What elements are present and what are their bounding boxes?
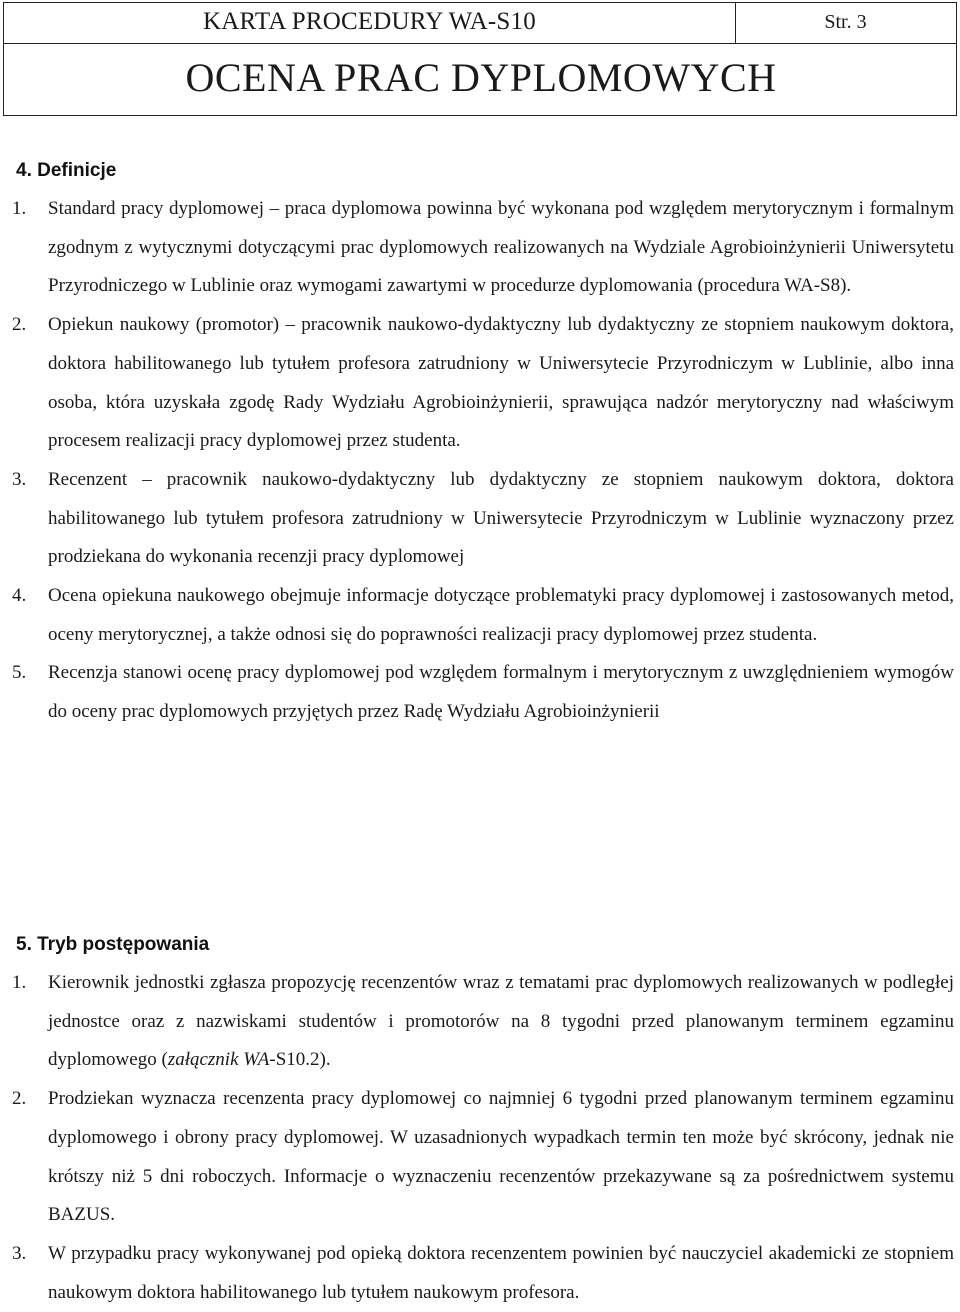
item-number: 4. <box>12 585 27 607</box>
header-divider-horizontal <box>4 43 956 44</box>
definitions-list <box>12 190 954 732</box>
attachment-reference: załącznik WA <box>167 1049 270 1071</box>
list-item <box>12 1235 954 1312</box>
item-number: 1. <box>12 972 27 993</box>
list-item <box>12 461 954 577</box>
section-heading-procedure: 5. Tryb postępowania <box>16 934 210 955</box>
list-item <box>12 1080 954 1235</box>
list-item <box>12 654 954 731</box>
item-number: 2. <box>12 314 27 336</box>
item-number: 1. <box>12 198 27 219</box>
list-item <box>12 190 954 306</box>
item-text: Opiekun naukowy (promotor) – pracownik naukowo-dydaktyczny lub dydaktyczny ze stopniem naukowym doktora, doktora habilitowanego lub tytułem profesora zatrudniony w Uniwersytecie Przyrodniczym w Lublinie, albo inna osoba, która uzyskała zgodę Rady Wydziału Agrobioinżynierii, sprawująca nadzór merytoryczny nad właściwym procesem realizacji pracy dyplomowej przez studenta. <box>48 314 954 452</box>
card-title: KARTA PROCEDURY WA-S10 <box>203 8 536 35</box>
item-number: 5. <box>12 662 27 684</box>
item-text: W przypadku pracy wykonywanej pod opieką doktora recenzentem powinien być nauczyciel akademicki ze stopniem naukowym doktora habilitowanego lub tytułem naukowym profesora. <box>48 1242 954 1303</box>
item-text: Prodziekan wyznacza recenzenta pracy dyplomowej co najmniej 6 tygodni przed planowanym terminem egzaminu dyplomowego i obrony pracy dyplomowej. W uzasadnionych wypadkach termin ten może być skrócony, jednak nie krótszy niż 5 dni roboczych. Informacje o wyznaczeniu recenzentów przekazywane są za pośrednictwem systemu BAZUS. <box>48 1088 954 1226</box>
list-item <box>12 306 954 461</box>
item-text: Recenzent – pracownik naukowo-dydaktyczny lub dydaktyczny ze stopniem naukowym doktora, doktora habilitowanego lub tytułem profesora zatrudniony w Uniwersytecie Przyrodniczym w Lublinie wyznaczony przez prodziekana do wykonania recenzji pracy dyplomowej <box>48 468 954 568</box>
procedure-header <box>3 2 957 116</box>
item-text <box>48 972 954 1070</box>
page-number: Str. 3 <box>824 11 867 33</box>
item-number: 3. <box>12 1242 27 1264</box>
item-text: Recenzja stanowi ocenę pracy dyplomowej pod względem formalnym i merytorycznym z uwzględnieniem wymogów do oceny prac dyplomowych przyjętych przez Radę Wydziału Agrobioinżynierii <box>48 662 954 723</box>
list-item <box>12 577 954 654</box>
item-number: 3. <box>12 468 27 490</box>
item-text: Ocena opiekuna naukowego obejmuje informacje dotyczące problematyki pracy dyplomowej i zastosowanych metod, oceny merytorycznej, a także odnosi się do poprawności realizacji pracy dyplomowej przez studenta. <box>48 585 954 645</box>
item-text: Standard pracy dyplomowej – praca dyplomowa powinna być wykonana pod względem merytorycznym i formalnym zgodnym z wytycznymi dotyczącymi prac dyplomowych realizowanych na Wydziale Agrobioinżynierii Uniwersytetu Przyrodniczego w Lublinie oraz wymogami zawartymi w procedurze dyplomowania (procedura WA-S8). <box>48 198 954 297</box>
list-item <box>12 964 954 1080</box>
item-text-part: -S10.2). <box>269 1049 331 1071</box>
item-number: 2. <box>12 1088 27 1110</box>
procedure-title: OCENA PRAC DYPLOMOWYCH <box>185 55 777 100</box>
item-text-part: Kierownik jednostki zgłasza propozycję recenzentów wraz z tematami prac dyplomowych realizowanych w podległej jednostce oraz z nazwiskami studentów i promotorów na 8 tygodni przed planowanym terminem egzaminu dyplomowego ( <box>48 972 954 1071</box>
section-heading-definitions: 4. Definicje <box>16 160 117 181</box>
procedure-steps-list <box>12 964 954 1312</box>
